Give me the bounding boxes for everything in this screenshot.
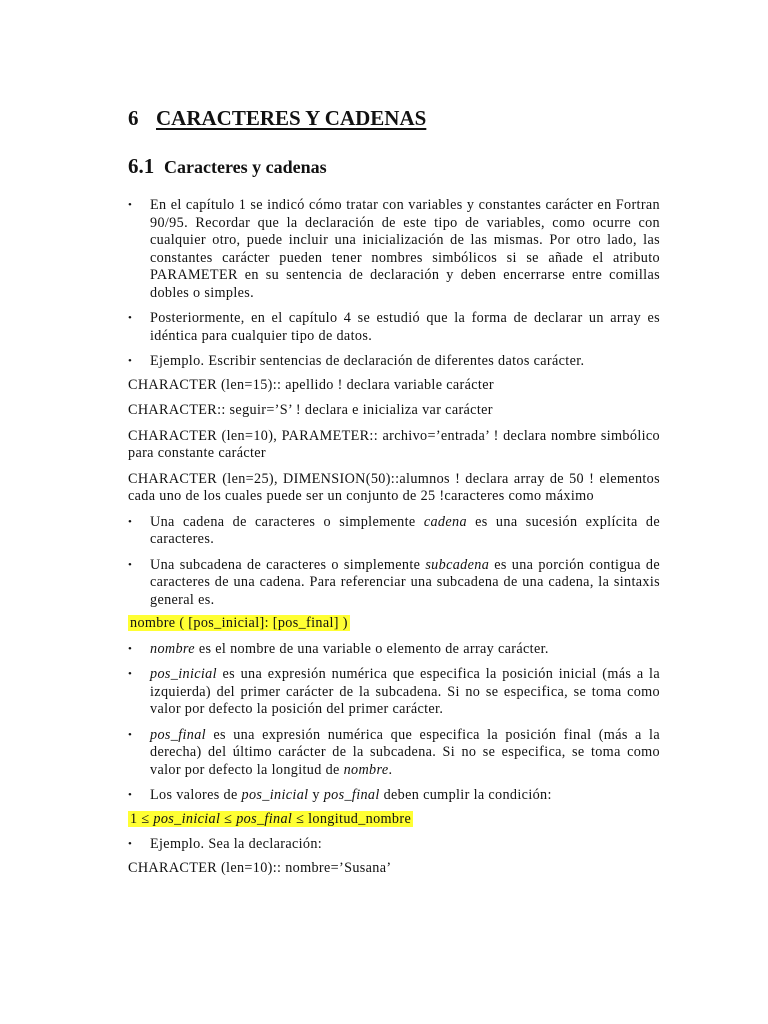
bullet-icon: • <box>128 728 133 741</box>
condition-text: ≤ <box>220 810 237 827</box>
bullet-text: Una cadena de caracteres o simplemente <box>150 513 424 530</box>
list-item <box>128 514 660 549</box>
term-cadena: cadena <box>423 513 467 530</box>
highlighted-syntax: nombre ( [pos_inicial]: [pos_final] ) <box>130 615 348 631</box>
code-line: CHARACTER (len=15):: apellido ! declara variable carácter <box>128 376 494 393</box>
term-pos-final: pos_final <box>236 810 293 827</box>
bullet-text: es el nombre de una variable o elemento de array carácter. <box>194 640 549 657</box>
bullet-icon: • <box>128 355 133 367</box>
condition-line <box>128 811 660 829</box>
bullet-icon: • <box>128 668 133 680</box>
list-item <box>128 641 660 659</box>
section-number: 6.1 <box>128 154 155 178</box>
bullet-icon: • <box>128 642 133 655</box>
bullet-text: deben cumplir la condición: <box>379 787 552 803</box>
bullet-icon: • <box>128 515 133 528</box>
code-line: CHARACTER (len=25), DIMENSION(50)::alumnos ! declara array de 50 ! elementos cada uno de los cuales puede ser un conjunto de 25 !caracteres como máximo <box>128 470 660 504</box>
document-page <box>128 104 660 885</box>
chapter-heading <box>128 104 660 132</box>
term-nombre: nombre <box>343 761 389 778</box>
term-pos-inicial: pos_inicial <box>241 787 309 803</box>
list-item <box>128 727 660 780</box>
section-body <box>128 197 660 877</box>
list-item <box>128 557 660 610</box>
bullet-text: . <box>388 761 393 778</box>
bullet-text: es una expresión numérica que especifica la posición inicial (más a la izquierda) del primer carácter de la subcadena. Si no se especifica, se toma como valor por defecto la posición del primer carácter. <box>150 666 660 717</box>
code-line: CHARACTER:: seguir=’S’ ! declara e inicializa var carácter <box>128 402 493 418</box>
example-bullet-list <box>128 836 660 854</box>
term-pos-final: pos_final <box>150 726 206 743</box>
bullet-icon: • <box>128 199 133 211</box>
parameter-bullet-list <box>128 641 660 805</box>
bullet-icon: • <box>128 789 133 801</box>
highlighted-condition <box>128 811 413 827</box>
chapter-title: CARACTERES Y CADENAS <box>156 106 427 130</box>
bullet-text: Ejemplo. Sea la declaración: <box>150 836 323 852</box>
term-pos-final: pos_final <box>323 787 380 803</box>
bullet-icon: • <box>128 838 133 850</box>
bullet-text: Los valores de <box>150 787 242 803</box>
intro-bullet-list <box>128 197 660 371</box>
bullet-text: es una sucesión explícita de caracteres. <box>150 513 660 547</box>
list-item <box>128 787 660 805</box>
bullet-text: Posteriormente, en el capítulo 4 se estudió que la forma de declarar un array es idéntica para cualquier tipo de datos. <box>150 310 660 344</box>
bullet-text: es una porción contigua de caracteres de una cadena. Para referenciar una subcadena de una cadena, la sintaxis general es. <box>150 556 660 608</box>
bullet-text: En el capítulo 1 se indicó cómo tratar con variables y constantes carácter en Fortran 90/95. Recordar que la declaración de este tipo de variables, como ocurre con cualquier otro, puede incluir una inicialización de las mismas. Por otro lado, las constantes carácter pueden tener nombres simbólicos si se añade el atributo PARAMETER en su sentencia de declaración y deben encerrarse entre comillas dobles o simples. <box>150 197 660 301</box>
syntax-line <box>128 615 660 633</box>
condition-text: 1 ≤ <box>130 810 154 827</box>
term-pos-inicial: pos_inicial <box>153 810 221 827</box>
bullet-icon: • <box>128 558 133 571</box>
definition-bullet-list <box>128 514 660 610</box>
bullet-text: Una subcadena de caracteres o simplemente <box>150 556 426 573</box>
list-item <box>128 310 660 345</box>
section-title: Caracteres y cadenas <box>164 157 327 177</box>
condition-text: ≤ longitud_nombre <box>292 810 412 827</box>
section-heading <box>128 152 660 183</box>
list-item <box>128 197 660 302</box>
list-item <box>128 666 660 719</box>
code-line: CHARACTER (len=10):: nombre=’Susana’ <box>128 859 392 876</box>
bullet-text: y <box>308 787 324 803</box>
bullet-text: es una expresión numérica que especifica la posición final (más a la derecha) del último carácter de la subcadena. Si no se especifica, se toma como valor por defecto la longitud de <box>150 726 660 778</box>
chapter-number: 6 <box>128 106 139 130</box>
list-item <box>128 836 660 854</box>
bullet-icon: • <box>128 312 133 324</box>
list-item <box>128 353 660 371</box>
term-pos-inicial: pos_inicial <box>150 666 217 682</box>
code-line: CHARACTER (len=10), PARAMETER:: archivo=’entrada’ ! declara nombre simbólico para constante carácter <box>128 427 660 461</box>
bullet-text: Ejemplo. Escribir sentencias de declaración de diferentes datos carácter. <box>150 353 585 369</box>
term-nombre: nombre <box>150 640 195 657</box>
term-subcadena: subcadena <box>425 556 490 573</box>
